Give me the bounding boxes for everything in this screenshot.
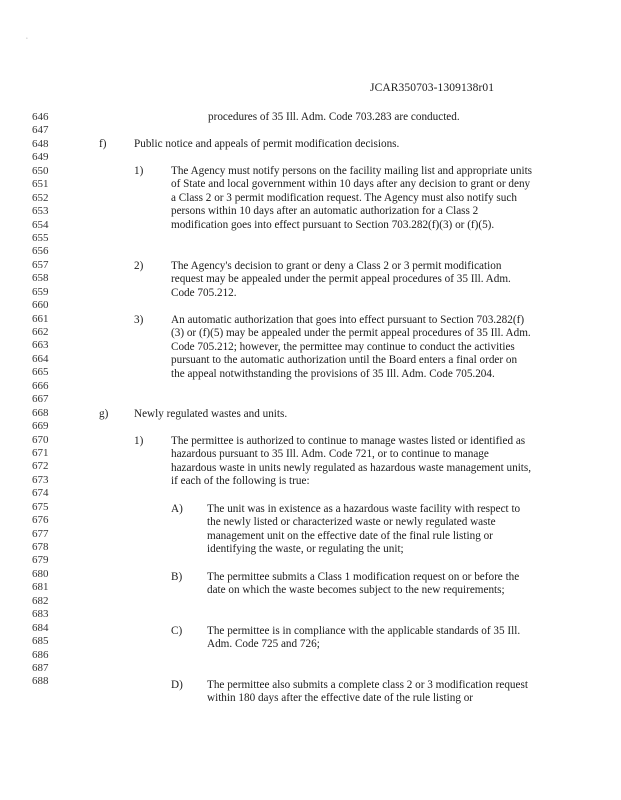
line-number: 650: [32, 164, 49, 177]
section-f-heading: Public notice and appeals of permit modification decisions.: [134, 138, 400, 150]
continuation-text: procedures of 35 Ill. Adm. Code 703.283 are conducted.: [208, 111, 460, 123]
line-number: 658: [32, 272, 49, 285]
line-number: 686: [32, 648, 49, 661]
g-item-1-text: The permittee is authorized to continue to manage wastes listed or identified as hazardous pursuant to 35 Ill. Adm. Code 721, or to continue to manage hazardous waste in units newly regulated as hazardous waste management units, if each of the following is true:: [171, 435, 532, 488]
line-number: 682: [32, 594, 49, 607]
line-number: 666: [32, 379, 49, 392]
line-number: 646: [32, 111, 49, 123]
line-number: 664: [32, 352, 49, 365]
line-number: 674: [32, 487, 49, 500]
g-subitem-d-text: The permittee also submits a complete class 2 or 3 modification request within 180 days after the effective date of the rule listing or: [207, 679, 528, 705]
g-item-1-label: 1): [134, 435, 144, 447]
g-subitem-d-label: D): [171, 679, 183, 691]
line-numbers: [32, 111, 49, 689]
f-item-1-label: 1): [134, 165, 144, 177]
section-g-heading: Newly regulated wastes and units.: [134, 408, 288, 420]
g-subitem-a-text: The unit was in existence as a hazardous waste facility with respect to the newly listed or characterized waste or newly regulated waste management unit on the effective date of the final rule listing or identifying the waste, or regulating the unit;: [207, 503, 521, 556]
line-number: 684: [32, 621, 49, 634]
line-number: 687: [32, 661, 49, 674]
g-subitem-b-text: The permittee submits a Class 1 modification request on or before the date on which the waste becomes subject to the new requirements;: [207, 571, 520, 597]
line-number: 679: [32, 554, 49, 567]
f-item-2-label: 2): [134, 260, 144, 272]
line-number: 648: [32, 137, 49, 150]
line-number: 654: [32, 218, 49, 231]
f-item-1-text: The Agency must notify persons on the facility mailing list and appropriate units of State and local government within 10 days after any decision to grant or deny a Class 2 or 3 permit modification request. The Agency must also notify such persons within 10 days after an automatic authorization for a Class 2 modification goes into effect pursuant to Section 703.282(f)(3) or (f)(5).: [171, 165, 533, 231]
line-number: 683: [32, 608, 49, 621]
line-number: 649: [32, 151, 49, 164]
document-id: JCAR350703-1309138r01: [370, 82, 495, 94]
line-number: 677: [32, 527, 49, 540]
line-number: 678: [32, 541, 49, 553]
line-number: 652: [32, 191, 49, 204]
line-number: 676: [32, 514, 49, 527]
line-number: 665: [32, 366, 49, 379]
line-number: 669: [32, 420, 49, 433]
line-number: 662: [32, 326, 49, 338]
line-number: 675: [32, 500, 49, 513]
line-number: 657: [32, 258, 49, 271]
f-item-2-text: The Agency's decision to grant or deny a Class 2 or 3 permit modification request may be appealed under the permit appeal procedures of 35 Ill. Adm. Code 705.212.: [171, 260, 511, 299]
line-number: 655: [32, 231, 49, 244]
line-number: 680: [32, 567, 49, 580]
g-subitem-c-label: C): [171, 625, 183, 637]
section-f-label: f): [99, 138, 107, 150]
g-subitem-c-text: The permittee is in compliance with the applicable standards of 35 Ill. Adm. Code 725 and 726;: [207, 625, 521, 651]
line-number: 653: [32, 205, 49, 218]
line-number: 685: [32, 635, 49, 648]
line-number: 672: [32, 460, 49, 473]
line-number: 668: [32, 406, 49, 419]
line-number: 667: [32, 393, 49, 406]
line-number: 647: [32, 124, 49, 137]
line-number: 671: [32, 446, 49, 459]
g-subitem-a-label: A): [171, 503, 183, 515]
line-number: 656: [32, 245, 49, 258]
line-number: 670: [32, 433, 49, 446]
line-number: 688: [32, 675, 49, 688]
line-number: 681: [32, 581, 49, 594]
line-number: 673: [32, 473, 49, 486]
line-number: 663: [32, 339, 49, 352]
g-subitem-b-label: B): [171, 571, 183, 583]
line-number: 651: [32, 178, 49, 191]
section-g-label: g): [99, 408, 109, 420]
line-number: 661: [32, 312, 49, 325]
f-item-3-label: 3): [134, 314, 144, 326]
line-number: 659: [32, 285, 49, 298]
line-number: 660: [32, 299, 49, 312]
f-item-3-text: An automatic authorization that goes into effect pursuant to Section 703.282(f)(3) or (f)(5) may be appealed under the permit appeal procedures of 35 Ill. Adm. Code 705.212; however, the permittee may continue to conduct the activities pursuant to the automatic authorization until the Board enters a final order on the appeal notwithstanding the provisions of 35 Ill. Adm. Code 705.204.: [171, 314, 531, 380]
scan-artifact: •: [26, 37, 28, 42]
